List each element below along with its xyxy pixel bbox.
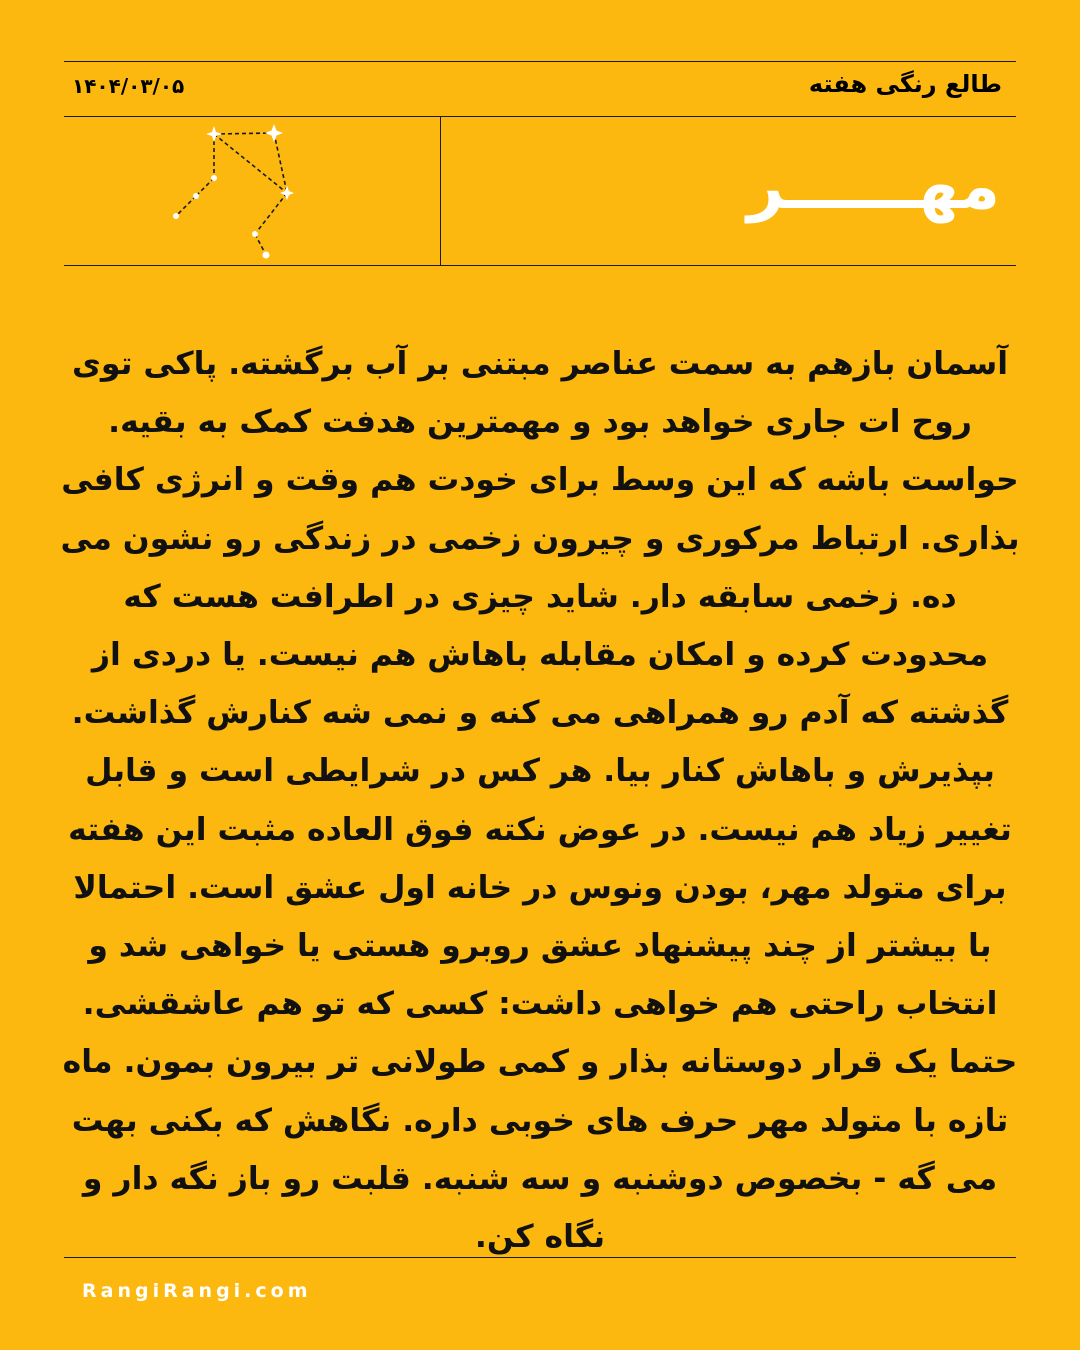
sign-panel-bottom-rule <box>64 265 1016 266</box>
libra-constellation-icon <box>160 120 310 265</box>
sign-panel-divider <box>440 117 441 265</box>
star-mark <box>206 126 222 142</box>
star-mark <box>265 124 283 142</box>
issue-date: ۱۴۰۴/۰۳/۰۵ <box>72 74 185 98</box>
star-mark <box>252 231 258 237</box>
star-mark <box>193 193 199 199</box>
sign-name: مهــــــر <box>747 150 1000 224</box>
site-url[interactable]: RangiRangi.com <box>82 1280 312 1302</box>
star-mark <box>173 213 179 219</box>
page-title: طالع رنگی هفته <box>808 70 1002 98</box>
header-divider <box>64 116 1016 117</box>
star-mark <box>263 252 270 259</box>
top-rule <box>64 61 1016 62</box>
horoscope-text: آسمان بازهم به سمت عناصر مبتنی بر آب برگشته. پاکی توی روح ات جاری خواهد بود و مهمترین هدفت کمک به بقیه. حواست باشه که این وسط برای خودت هم وقت و انرژی کافی بذاری. ارتباط مرکوری و چیرون زخمی در زندگی رو نشون می ده. زخمی سابقه دار. شاید چیزی در اطرافت هست که محدودت کرده و امکان مقابله باهاش هم نیست. یا دردی از گذشته که آدم رو همراهی می کنه و نمی شه کنارش گذاشت. بپذیرش و باهاش کنار بیا. هر کس در شرایطی است و قابل تغییر زیاد هم نیست. در عوض نکته فوق العاده مثبت این هفته برای متولد مهر، بودن ونوس در خانه اول عشق است. احتمالا با بیشتر از چند پیشنهاد عشق روبرو هستی یا خواهی شد و انتخاب راحتی هم خواهی داشت: کسی که تو هم عاشقشی. حتما یک قرار دوستانه بذار و کمی طولانی تر بیرون بمون. ماه تازه با متولد مهر حرف های خوبی داره. نگاهش که بکنی بهت می گه - بخصوص دوشنبه و سه شنبه. قلبت رو باز نگه دار و نگاه کن. <box>60 346 1020 1256</box>
footer-rule <box>64 1257 1016 1258</box>
star-mark <box>211 175 217 181</box>
